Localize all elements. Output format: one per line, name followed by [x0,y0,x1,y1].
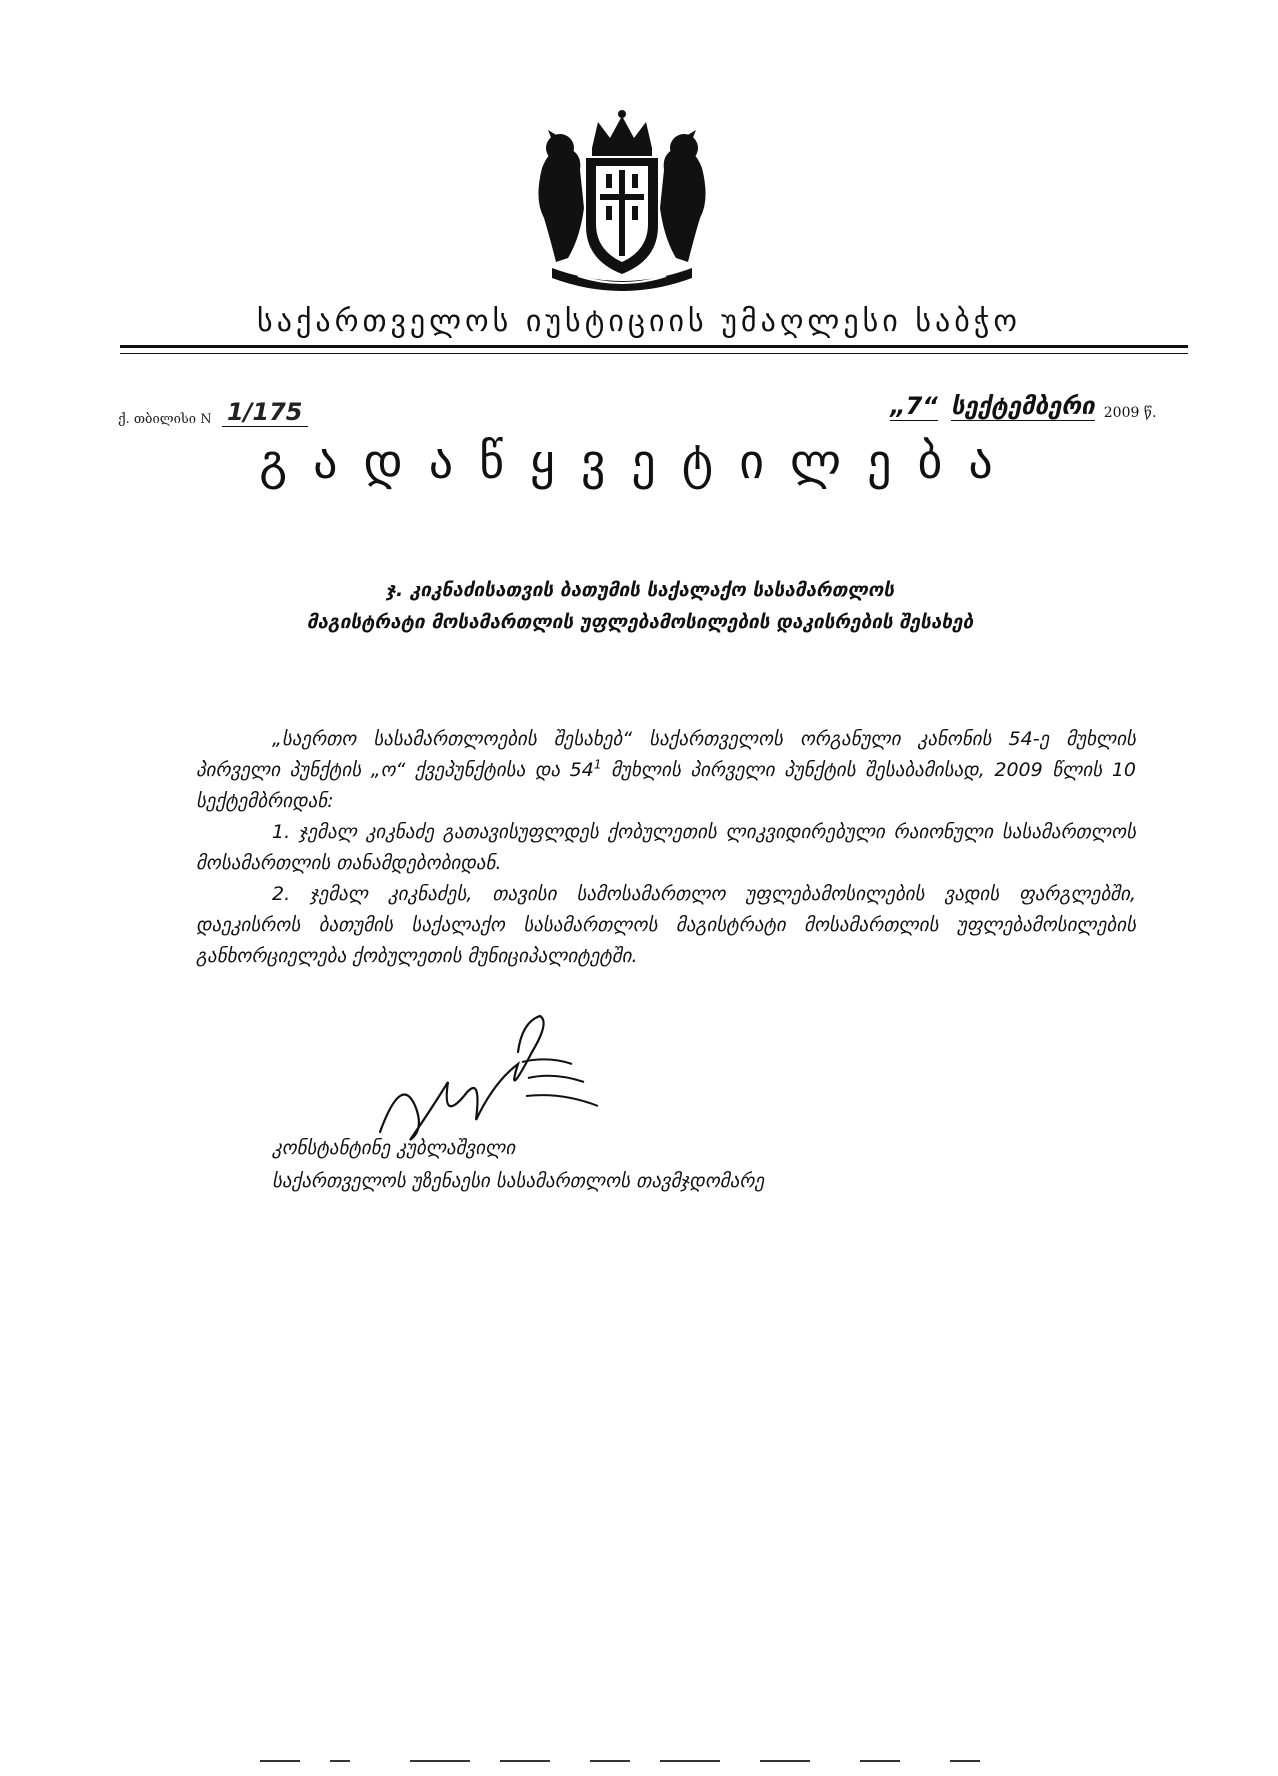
decision-item-2: 2. ჯემალ კიკნაძეს, თავისი სამოსამართლო უფლებამოსილების ვადის ფარგლებში, დაეკისროს ბათუმის საქალაქო სასამართლოს მაგისტრატი მოსამართლის უფლებამოსილების განხორციელება ქობულეთის მუნიციპალიტეტში. [196,883,1136,967]
header-rule [120,345,1188,348]
intro-text-part2: მუხლის პირველი პუნქტის შესაბამისად, 2009 წლის 10 სექტემბრიდან: [196,759,1136,812]
scan-edge-marks [260,1758,1060,1764]
date-year: 2009 წ. [1103,405,1157,421]
subject-line-2: მაგისტრატი მოსამართლის უფლებამოსილების დაკისრების შესახებ [306,611,974,633]
document-subject [140,574,1140,638]
reference-number: 1/175 [222,398,308,427]
coat-of-arms-icon [522,108,722,304]
signatory-block [272,1132,764,1198]
signatory-position: საქართველოს უზენაესი სასამართლოს თავმჯდომარე [272,1170,765,1192]
header-rule-thin [120,353,1188,354]
signatory-name: კონსტანტინე კუბლაშვილი [272,1137,516,1159]
reference-number-row [118,398,308,427]
date-month: სექტემბერი [951,392,1095,420]
date-row [890,392,1156,421]
intro-paragraph [196,724,1136,817]
subject-line-1: ჯ. კიკნაძისათვის ბათუმის საქალაქო სასამართლოს [385,579,895,601]
intro-superscript: 1 [593,757,602,772]
institution-name: საქართველოს იუსტიციის უმაღლესი საბჭო [257,304,1021,339]
date-day: „7“ [890,392,938,420]
document-title: გადაწყვეტილება [259,434,1019,490]
intro-text-part1: „საერთო სასამართლოების შესახებ“ საქართველოს ორგანული კანონის 54-ე მუხლის პირველი პუნქტის „ო“ ქვეპუნქტისა და 54 [196,728,1136,781]
decision-item-1: 1. ჯემალ კიკნაძე გათავისუფლდეს ქობულეთის ლიკვიდირებული რაიონული სასამართლოს მოსამართლის თანამდებობიდან. [196,821,1136,874]
document-body [196,724,1136,972]
reference-label: ქ. თბილისი N [118,412,212,427]
